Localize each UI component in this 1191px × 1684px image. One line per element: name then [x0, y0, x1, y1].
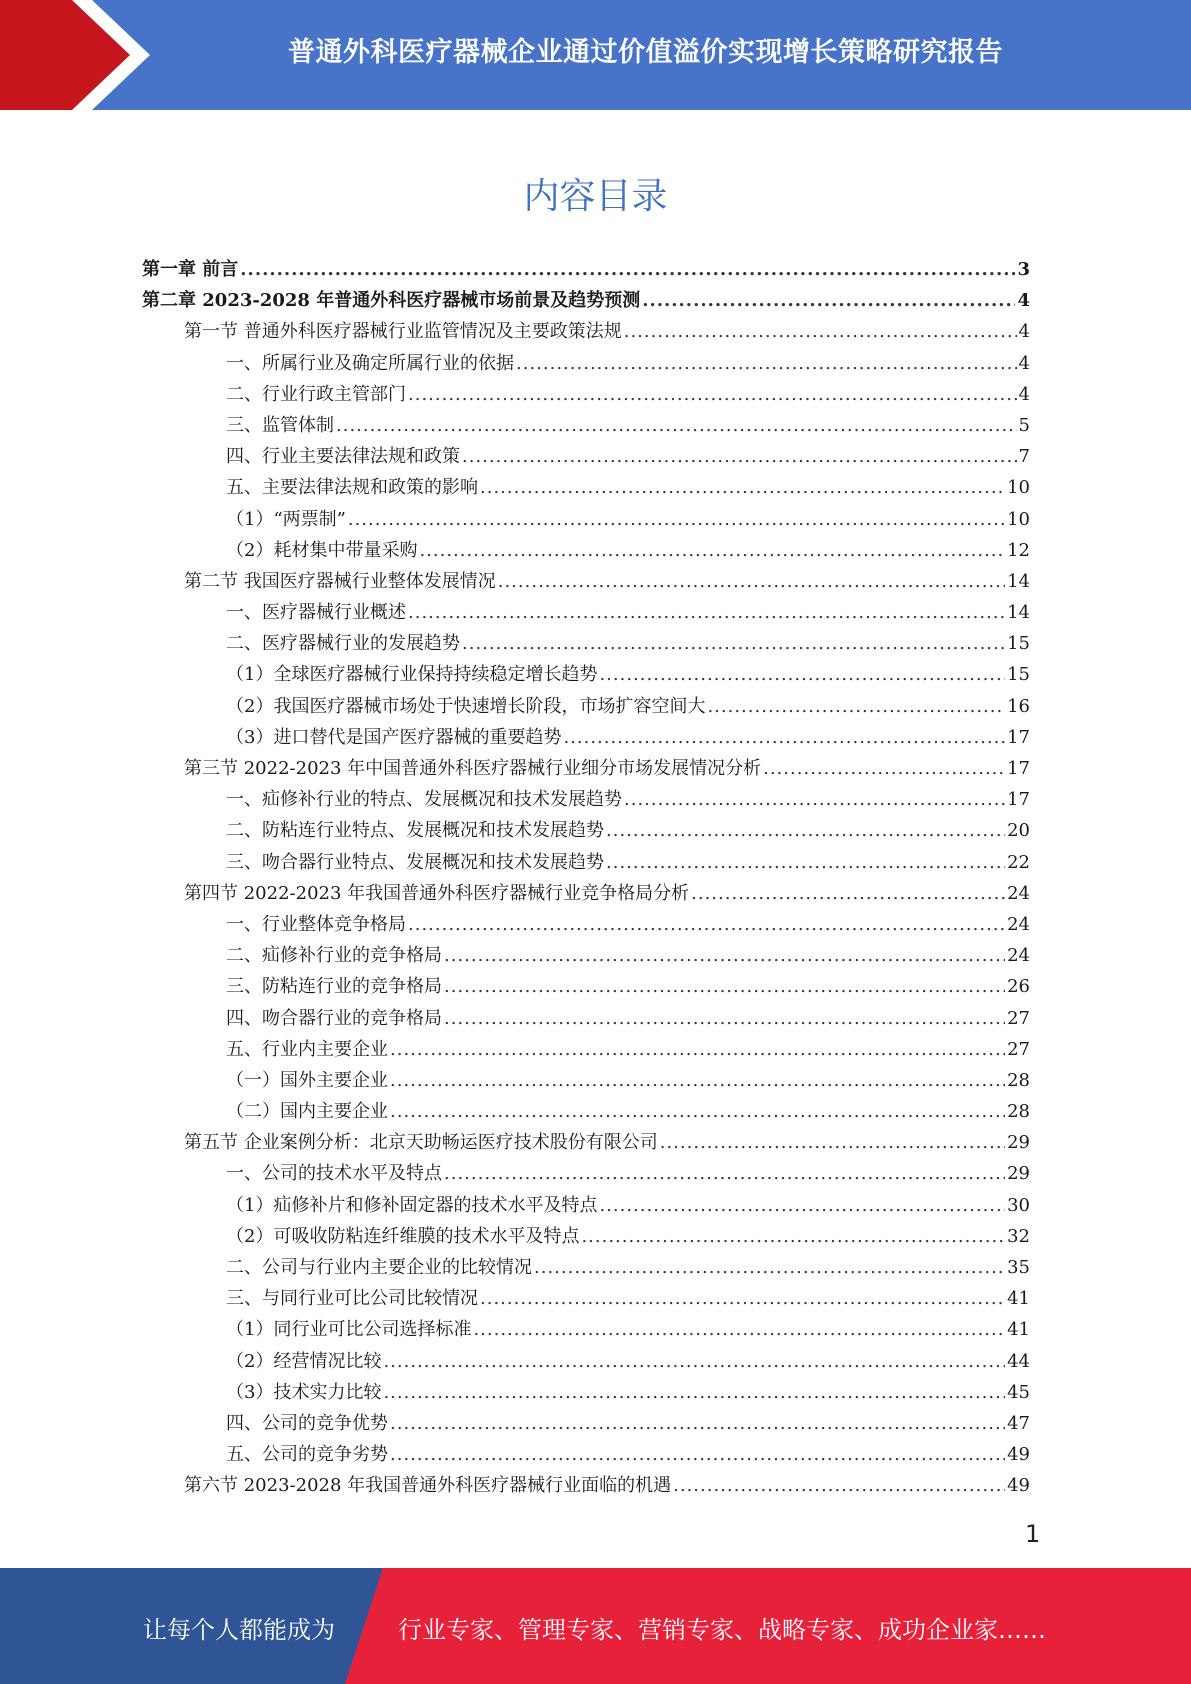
footer-slogan-left: 让每个人都能成为 [143, 1616, 335, 1644]
toc-entry-page: 16 [1007, 695, 1030, 717]
toc-entry-page: 47 [1007, 1412, 1030, 1434]
toc-entry-page: 4 [1017, 290, 1030, 312]
toc-entry-label: 一、所属行业及确定所属行业的依据 [226, 352, 514, 374]
toc-entry[interactable] [142, 1065, 1030, 1096]
toc-entry-page: 26 [1007, 976, 1030, 998]
toc-entry-page: 3 [1017, 259, 1030, 280]
toc-entry-label: （1）同行业可比公司选择标准 [226, 1319, 472, 1341]
toc-entry-label: （二）国内主要企业 [226, 1101, 388, 1123]
toc-entry[interactable] [142, 504, 1030, 535]
toc-entry-label: 第四节 2022-2023 年我国普通外科医疗器械行业竞争格局分析 [184, 882, 690, 904]
toc-entry-label: 三、与同行业可比公司比较情况 [226, 1288, 478, 1310]
toc-entry-label: 四、公司的竞争优势 [226, 1412, 388, 1434]
dot-leader [408, 909, 1005, 940]
toc-entry-label: （2）可吸收防粘连纤维膜的技术水平及特点 [226, 1225, 580, 1247]
toc-entry[interactable] [142, 847, 1030, 878]
toc-entry-page: 41 [1007, 1319, 1030, 1341]
toc-entry[interactable] [142, 815, 1030, 846]
dot-leader [498, 566, 1005, 597]
toc-entry[interactable] [142, 1377, 1030, 1408]
toc-entry[interactable] [142, 535, 1030, 566]
toc-entry-page: 49 [1007, 1475, 1030, 1497]
toc-entry[interactable] [142, 784, 1030, 815]
dot-leader [444, 971, 1005, 1002]
toc-entry-label: 第二节 我国医疗器械行业整体发展情况 [184, 570, 496, 592]
toc-entry-page: 17 [1007, 758, 1030, 779]
toc-entry-label: 第六节 2023-2028 年我国普通外科医疗器械行业面临的机遇 [184, 1475, 672, 1497]
toc-entry[interactable] [142, 628, 1030, 659]
dot-leader [606, 815, 1005, 846]
toc-entry[interactable] [142, 1221, 1030, 1252]
toc-entry[interactable] [142, 1190, 1030, 1221]
dot-leader [563, 722, 1005, 753]
dot-leader [581, 1221, 1005, 1252]
dot-leader [390, 1065, 1005, 1096]
toc-entry[interactable] [142, 971, 1030, 1002]
toc-entry-label: 三、防粘连行业的竞争格局 [226, 976, 442, 998]
toc-entry[interactable] [142, 1346, 1030, 1377]
dot-leader [673, 1470, 1005, 1501]
toc-entry-page: 24 [1007, 913, 1030, 935]
dot-leader [390, 1034, 1005, 1065]
toc-entry[interactable] [142, 379, 1030, 410]
toc-entry-label: 三、吻合器行业特点、发展概况和技术发展趋势 [226, 851, 604, 873]
toc-entry[interactable] [142, 441, 1030, 472]
dot-leader [408, 379, 1017, 410]
dot-leader [660, 1127, 1005, 1158]
toc-entry-page: 17 [1007, 789, 1030, 811]
dot-leader [240, 254, 1015, 285]
toc-entry[interactable] [142, 348, 1030, 379]
toc-entry-label: （2）耗材集中带量采购 [226, 539, 418, 561]
toc-entry-page: 28 [1007, 1101, 1030, 1123]
toc-entry-page: 17 [1007, 726, 1030, 748]
toc-entry-page: 32 [1007, 1225, 1030, 1247]
toc-entry-label: 五、行业内主要企业 [226, 1038, 388, 1060]
toc-entry[interactable] [142, 566, 1030, 597]
dot-leader [444, 1003, 1005, 1034]
dot-leader [336, 410, 1017, 441]
dot-leader [642, 285, 1015, 316]
toc-entry-label: 二、医疗器械行业的发展趋势 [226, 633, 460, 655]
toc-entry-page: 27 [1007, 1038, 1030, 1060]
toc-entry-label: 五、公司的竞争劣势 [226, 1444, 388, 1466]
toc-entry-label: 二、公司与行业内主要企业的比较情况 [226, 1257, 532, 1278]
toc-entry[interactable] [142, 1439, 1030, 1470]
toc-entry[interactable] [142, 878, 1030, 909]
toc-entry-page: 5 [1018, 414, 1030, 436]
toc-entry[interactable] [142, 909, 1030, 940]
dot-leader [534, 1252, 1005, 1283]
toc-entry[interactable] [142, 285, 1030, 316]
toc-entry-page: 12 [1007, 539, 1030, 561]
toc-entry[interactable] [142, 254, 1030, 285]
toc-entry-label: 五、主要法律法规和政策的影响 [226, 477, 478, 499]
toc-entry[interactable] [142, 472, 1030, 503]
toc-entry-page: 20 [1007, 820, 1030, 842]
toc-entry-label: 二、防粘连行业特点、发展概况和技术发展趋势 [226, 820, 604, 842]
toc-entry[interactable] [142, 1314, 1030, 1345]
toc-entry-page: 45 [1007, 1381, 1030, 1403]
toc-entry-label: 一、公司的技术水平及特点 [226, 1163, 442, 1185]
footer-banner [0, 1568, 1191, 1684]
page-number: 1 [1025, 1520, 1041, 1548]
dot-leader [390, 1408, 1005, 1439]
toc-entry-page: 44 [1007, 1350, 1030, 1372]
toc-entry-label: 一、疝修补行业的特点、发展概况和技术发展趋势 [226, 789, 622, 811]
toc-entry[interactable] [142, 722, 1030, 753]
dot-leader [390, 1439, 1005, 1470]
toc-entry[interactable] [142, 1127, 1030, 1158]
toc-entry-page: 35 [1007, 1257, 1030, 1278]
toc-entry-page: 30 [1007, 1194, 1030, 1216]
toc-entry-label: 第二章 2023-2028 年普通外科医疗器械市场前景及趋势预测 [142, 290, 641, 312]
toc-entry-page: 24 [1007, 945, 1030, 967]
toc-entry[interactable] [142, 753, 1030, 784]
toc-entry-page: 4 [1018, 321, 1030, 343]
toc-entry-label: 三、监管体制 [226, 414, 334, 436]
toc-entry-label: 第一节 普通外科医疗器械行业监管情况及主要政策法规 [184, 321, 622, 343]
dot-leader [473, 1314, 1005, 1345]
toc-entry[interactable] [142, 1283, 1030, 1314]
dot-leader [516, 348, 1017, 379]
toc-entry-page: 28 [1007, 1069, 1030, 1091]
toc-entry-label: （1）全球医疗器械行业保持持续稳定增长趋势 [226, 664, 598, 686]
toc-entry-label: 二、行业行政主管部门 [226, 383, 406, 405]
toc-entry-label: （1）“两票制” [226, 508, 346, 530]
header-banner [0, 0, 1191, 110]
toc-heading: 内容目录 [523, 176, 668, 217]
toc-entry-label: （3）技术实力比较 [226, 1381, 382, 1403]
toc-entry-page: 41 [1007, 1288, 1030, 1310]
toc-entry-label: （3）进口替代是国产医疗器械的重要趋势 [226, 726, 562, 748]
toc-entry-page: 29 [1007, 1163, 1030, 1185]
dot-leader [480, 472, 1005, 503]
dot-leader [691, 878, 1005, 909]
toc-entry-page: 15 [1007, 633, 1030, 655]
report-title: 普通外科医疗器械企业通过价值溢价实现增长策略研究报告 [288, 37, 1003, 68]
toc-entry-label: 二、疝修补行业的竞争格局 [226, 945, 442, 967]
toc-entry-label: （2）我国医疗器械市场处于快速增长阶段，市场扩容空间大 [226, 695, 706, 717]
dot-leader [444, 1158, 1005, 1189]
toc-entry[interactable] [142, 1470, 1030, 1501]
toc-entry-page: 14 [1007, 602, 1030, 624]
footer-slogan-right: 行业专家、管理专家、营销专家、战略专家、成功企业家…… [398, 1616, 1046, 1644]
toc-entry[interactable] [142, 1034, 1030, 1065]
dot-leader [348, 504, 1005, 535]
dot-leader [707, 691, 1005, 722]
dot-leader [383, 1377, 1005, 1408]
toc-entry[interactable] [142, 1158, 1030, 1189]
toc-entry-page: 27 [1007, 1007, 1030, 1029]
dot-leader [462, 441, 1017, 472]
toc-entry-label: （1）疝修补片和修补固定器的技术水平及特点 [226, 1194, 598, 1216]
toc-entry[interactable] [142, 691, 1030, 722]
dot-leader [763, 753, 1005, 784]
dot-leader [419, 535, 1005, 566]
dot-leader [599, 659, 1005, 690]
toc-entry-page: 10 [1007, 508, 1030, 530]
dot-leader [444, 940, 1005, 971]
toc-entry-label: 一、行业整体竞争格局 [226, 913, 406, 935]
toc-entry[interactable] [142, 1096, 1030, 1127]
toc-entry-label: 第五节 企业案例分析：北京天助畅运医疗技术股份有限公司 [184, 1132, 658, 1154]
toc-entry-page: 49 [1007, 1444, 1030, 1466]
dot-leader [383, 1346, 1005, 1377]
dot-leader [480, 1283, 1005, 1314]
toc-entry[interactable] [142, 1408, 1030, 1439]
toc-entry-label: 第一章 前言 [142, 259, 239, 280]
toc-entry-page: 24 [1007, 882, 1030, 904]
toc-entry-page: 10 [1007, 477, 1030, 499]
dot-leader [624, 784, 1005, 815]
toc-entry-page: 29 [1007, 1132, 1030, 1154]
toc-entry-page: 15 [1007, 664, 1030, 686]
dot-leader [606, 847, 1005, 878]
toc-entry-page: 4 [1018, 352, 1030, 374]
toc-entry-label: （一）国外主要企业 [226, 1069, 388, 1091]
toc-entry-label: 四、行业主要法律法规和政策 [226, 446, 460, 468]
toc-entry-label: 四、吻合器行业的竞争格局 [226, 1007, 442, 1029]
toc-entry-label: 一、医疗器械行业概述 [226, 602, 406, 624]
table-of-contents [142, 254, 1030, 1502]
dot-leader [599, 1190, 1005, 1221]
toc-entry-label: （2）经营情况比较 [226, 1350, 382, 1372]
toc-entry[interactable] [142, 940, 1030, 971]
toc-entry-page: 7 [1018, 446, 1030, 468]
toc-entry-label: 第三节 2022-2023 年中国普通外科医疗器械行业细分市场发展情况分析 [184, 758, 762, 779]
dot-leader [390, 1096, 1005, 1127]
toc-entry[interactable] [142, 659, 1030, 690]
toc-entry-page: 14 [1007, 570, 1030, 592]
toc-entry[interactable] [142, 1252, 1030, 1283]
dot-leader [462, 628, 1005, 659]
dot-leader [624, 316, 1017, 347]
toc-entry-page: 22 [1007, 851, 1030, 873]
toc-entry[interactable] [142, 316, 1030, 347]
toc-entry[interactable] [142, 597, 1030, 628]
toc-entry[interactable] [142, 410, 1030, 441]
toc-entry[interactable] [142, 1003, 1030, 1034]
toc-entry-page: 4 [1018, 383, 1030, 405]
dot-leader [408, 597, 1005, 628]
